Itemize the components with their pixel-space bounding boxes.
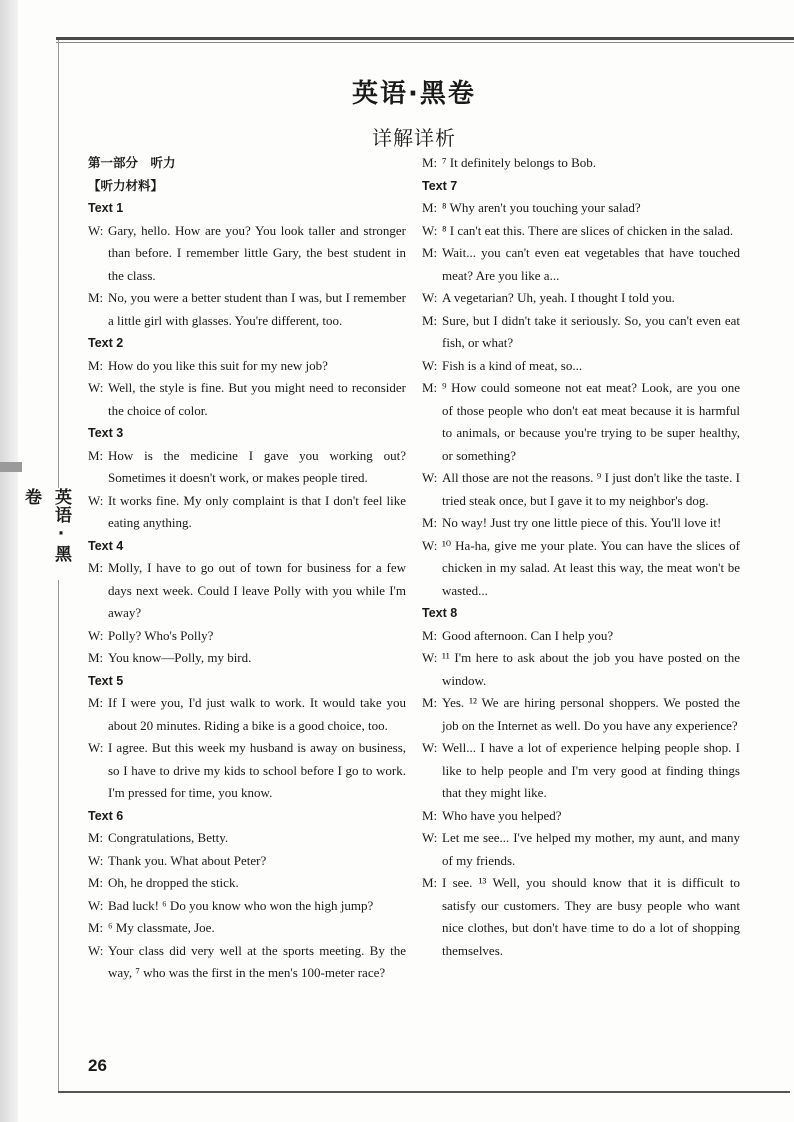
dialogue-line	[422, 512, 740, 535]
speaker-label: W:	[422, 830, 438, 845]
dialogue-text: No, you were a better student than I was, but I remember a little girl with glasses. You're different, too.	[108, 290, 406, 328]
speaker-label: M:	[88, 560, 104, 575]
speaker-label: W:	[88, 897, 104, 913]
page-number: 26	[88, 1056, 107, 1075]
dialogue-text: Your class did very well at the sports meeting. By the way, ⁷ who was the first in the men's 100-meter race?	[108, 942, 406, 980]
dialogue-line	[88, 625, 406, 648]
speaker-label: W:	[422, 470, 438, 485]
dialogue-line	[422, 355, 740, 378]
dialogue-line	[88, 895, 406, 918]
dialogue-text: Molly, I have to go out of town for business for a few days next week. Could I leave Polly with you while I'm away?	[108, 560, 406, 620]
speaker-label: M:	[88, 875, 104, 890]
right-column	[422, 152, 740, 962]
text-heading: Text 8	[422, 606, 458, 620]
speaker-label: M:	[422, 875, 438, 890]
dialogue-text: Sure, but I didn't take it seriously. So, you can't even eat fish, or what?	[442, 312, 740, 350]
dialogue-line	[88, 377, 406, 422]
dialogue-text: I agree. But this week my husband is away on business, so I have to drive my kids to school before I go to work. I'm pressed for time, you know.	[108, 740, 406, 800]
dialogue-line	[422, 692, 740, 737]
dialogue-text: How is the medicine I gave you working out? Sometimes it doesn't work, or makes people tired.	[108, 447, 406, 485]
speaker-label: W:	[88, 222, 104, 238]
speaker-label: M:	[88, 357, 104, 373]
speaker-label: W:	[88, 492, 104, 508]
dialogue-line	[88, 850, 406, 873]
dialogue-text: Let me see... I've helped my mother, my aunt, and many of my friends.	[442, 830, 740, 868]
dialogue-text: Well... I have a lot of experience helping people shop. I like to help people and I'm very good at finding things that they might like.	[442, 740, 740, 800]
dialogue-line	[88, 917, 406, 940]
page-subtitle: 详解详析	[372, 126, 456, 150]
speaker-label: W:	[88, 627, 104, 643]
page-frame-bottom	[58, 1091, 790, 1093]
dialogue-line	[422, 152, 740, 175]
speaker-label: M:	[422, 627, 438, 643]
dialogue-text: Who have you helped?	[442, 807, 562, 823]
text-heading: Text 5	[88, 673, 124, 688]
dialogue-text: You know—Polly, my bird.	[108, 650, 252, 665]
dialogue-line	[88, 827, 406, 850]
speaker-label: M:	[88, 920, 104, 935]
speaker-label: M:	[88, 447, 104, 463]
dialogue-text: ⁷ It definitely belongs to Bob.	[442, 155, 597, 170]
dialogue-line	[88, 940, 406, 985]
speaker-label: M:	[422, 155, 438, 170]
dialogue-text: Bad luck! ⁶ Do you know who won the high jump?	[108, 897, 374, 913]
speaker-label: W:	[422, 357, 438, 373]
dialogue-line	[422, 242, 740, 287]
dialogue-line	[422, 467, 740, 512]
speaker-label: W:	[88, 852, 104, 868]
dialogue-text: Congratulations, Betty.	[108, 830, 229, 845]
speaker-label: W:	[88, 740, 104, 755]
speaker-label: W:	[422, 650, 438, 665]
left-column	[88, 152, 406, 985]
dialogue-text: Oh, he dropped the stick.	[108, 875, 239, 890]
dialogue-text: ⁸ Why aren't you touching your salad?	[442, 200, 641, 215]
dialogue-line	[422, 377, 740, 467]
text-heading: Text 6	[88, 808, 124, 823]
text-heading: Text 4	[88, 538, 124, 553]
text-heading: Text 7	[422, 178, 458, 193]
speaker-label: M:	[88, 695, 104, 710]
dialogue-text: All those are not the reasons. ⁹ I just don't like the taste. I tried steak once, but I gave it to my neighbor's dog.	[442, 470, 740, 508]
speaker-label: W:	[422, 740, 438, 755]
speaker-label: W:	[422, 290, 438, 305]
dialogue-text: ⁶ My classmate, Joe.	[108, 920, 215, 935]
dialogue-line	[88, 287, 406, 332]
material-label: 【听力材料】	[88, 177, 164, 193]
dialogue-line	[422, 827, 740, 872]
speaker-label: W:	[422, 222, 438, 238]
speaker-label: M:	[422, 200, 438, 215]
dialogue-line	[422, 737, 740, 805]
dialogue-text: No way! Just try one little piece of this. You'll love it!	[442, 515, 722, 530]
dialogue-line	[88, 872, 406, 895]
dialogue-line	[422, 310, 740, 355]
dialogue-line	[422, 287, 740, 310]
speaker-label: M:	[88, 650, 104, 665]
dialogue-line	[422, 535, 740, 603]
speaker-label: W:	[88, 380, 104, 395]
dialogue-line	[88, 557, 406, 625]
dialogue-line	[422, 220, 740, 243]
dialogue-text: I see. ¹³ Well, you should know that it is difficult to satisfy our customers. They are busy people who want nice clothes, but don't have time to do a lot of shopping themselves.	[442, 875, 740, 958]
dialogue-line	[88, 647, 406, 670]
dialogue-text: If I were you, I'd just walk to work. It would take you about 20 minutes. Riding a bike is a good choice, too.	[108, 695, 406, 733]
page-title: 英语·黑卷	[352, 79, 476, 109]
text-heading: Text 2	[88, 336, 124, 350]
speaker-label: M:	[422, 245, 438, 260]
speaker-label: W:	[88, 942, 104, 958]
dialogue-line	[422, 625, 740, 648]
dialogue-line	[88, 445, 406, 490]
dialogue-line	[422, 872, 740, 962]
dialogue-text: Polly? Who's Polly?	[108, 627, 214, 643]
dialogue-text: Thank you. What about Peter?	[108, 852, 267, 868]
speaker-label: M:	[422, 807, 438, 823]
dialogue-text: A vegetarian? Uh, yeah. I thought I told you.	[442, 290, 675, 305]
dialogue-text: Fish is a kind of meat, so...	[442, 357, 583, 373]
dialogue-text: How do you like this suit for my new job?	[108, 357, 328, 373]
dialogue-text: Wait... you can't even eat vegetables that have touched meat? Are you like a...	[442, 245, 740, 283]
speaker-label: M:	[422, 380, 438, 395]
dialogue-line	[88, 355, 406, 378]
speaker-label: M:	[422, 695, 438, 710]
scan-edge-strip	[0, 0, 18, 1122]
dialogue-line	[88, 220, 406, 288]
dialogue-line	[88, 490, 406, 535]
dialogue-text: Well, the style is fine. But you might need to reconsider the choice of color.	[108, 380, 406, 418]
side-tab: 英语·黑卷	[46, 488, 76, 580]
dialogue-line	[88, 692, 406, 737]
part-title: 第一部分 听力	[88, 155, 176, 170]
speaker-label: M:	[422, 312, 438, 328]
dialogue-text: ⁹ How could someone not eat meat? Look, are you one of those people who don't eat meat because it is harmful to animals, or because you're trying to be super healthy, or something?	[442, 380, 740, 463]
text-heading: Text 3	[88, 426, 124, 440]
dialogue-text: Gary, hello. How are you? You look taller and stronger than before. I remember little Gary, the best student in the class.	[108, 222, 406, 283]
scan-edge-mark	[0, 462, 22, 472]
dialogue-text: Good afternoon. Can I help you?	[442, 627, 614, 643]
speaker-label: W:	[422, 537, 438, 553]
page-frame-top	[56, 37, 794, 43]
dialogue-text: It works fine. My only complaint is that I don't feel like eating anything.	[108, 492, 406, 530]
speaker-label: M:	[88, 830, 104, 845]
dialogue-line	[422, 805, 740, 828]
dialogue-line	[88, 737, 406, 805]
dialogue-text: ⁸ I can't eat this. There are slices of chicken in the salad.	[442, 222, 734, 238]
dialogue-text: Yes. ¹² We are hiring personal shoppers. We posted the job on the Internet as well. Do you have any experience?	[442, 695, 740, 733]
dialogue-text: ¹⁰ Ha-ha, give me your plate. You can have the slices of chicken in my salad. At least this way, the meat won't be wasted...	[442, 537, 740, 598]
dialogue-line	[422, 197, 740, 220]
speaker-label: M:	[422, 515, 438, 530]
dialogue-line	[422, 647, 740, 692]
text-heading: Text 1	[88, 201, 124, 215]
dialogue-text: ¹¹ I'm here to ask about the job you have posted on the window.	[442, 650, 740, 688]
speaker-label: M:	[88, 290, 104, 305]
